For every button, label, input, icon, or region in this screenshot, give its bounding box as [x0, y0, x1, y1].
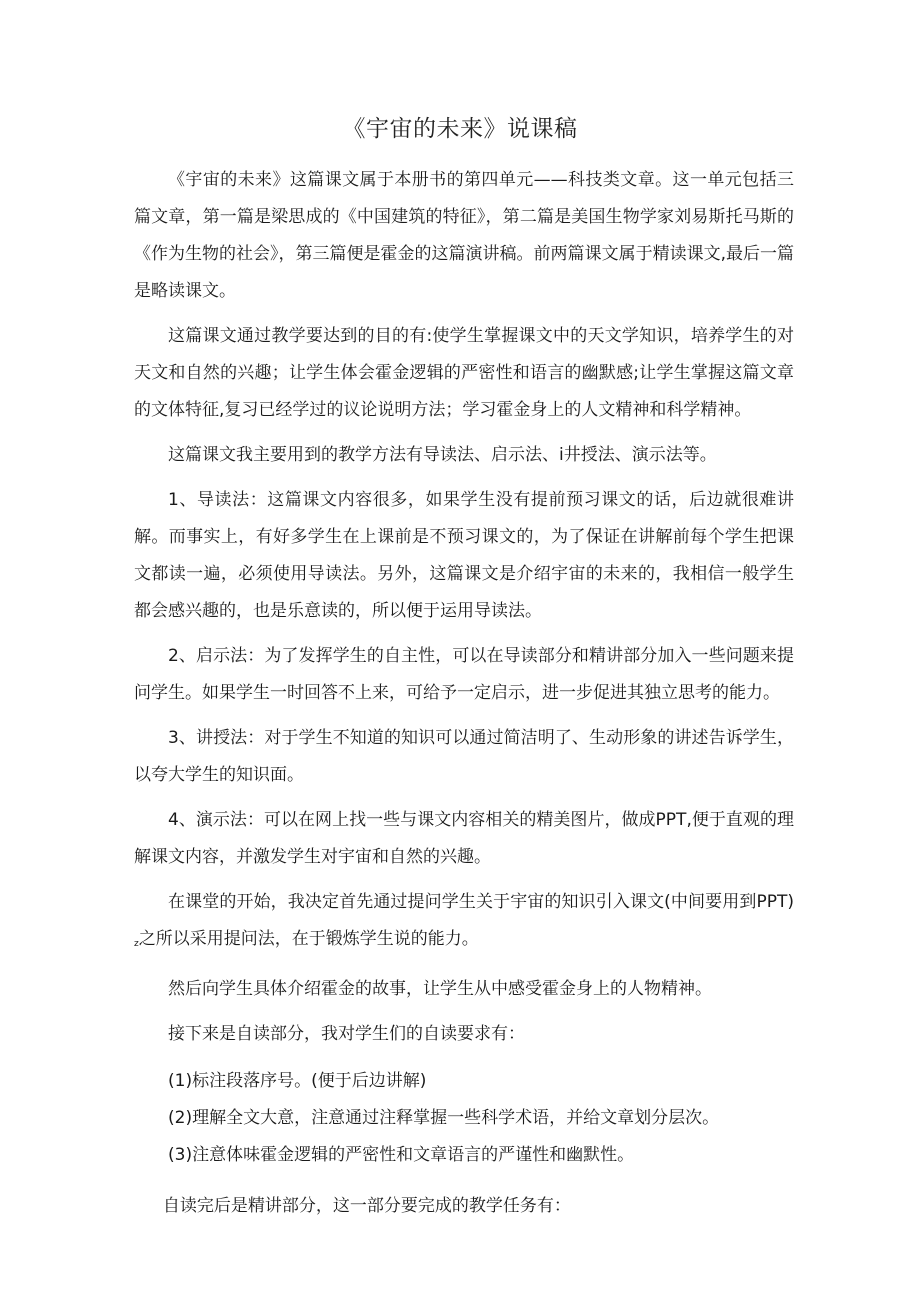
- document-body: [134, 162, 794, 1233]
- self-reading-requirements: [134, 1063, 794, 1174]
- class-opening-subscript: z: [134, 939, 139, 949]
- list-item: (1)标注段落序号。(便于后边讲解): [168, 1071, 427, 1091]
- class-opening-text: 在课堂的开始，我决定首先通过提问学生关于宇宙的知识引入课文(中间要用到PPT): [168, 892, 794, 912]
- paragraph-hawking-story: 然后向学生具体介绍霍金的故事，让学生从中感受霍金身上的人物精神。: [168, 979, 712, 999]
- class-opening-text-rest: 之所以采用提问法，在于锻炼学生说的能力。: [138, 929, 479, 949]
- paragraph-method-demonstration: 4、演示法：可以在网上找一些与课文内容相关的精美图片，做成PPT,便于直观的理解课文内容，并激发学生对宇宙和自然的兴趣。: [134, 810, 794, 867]
- paragraph-method-lecture: 3、讲授法：对于学生不知道的知识可以通过简洁明了、生动形象的讲述告诉学生，以夸大学生的知识面。: [134, 728, 794, 785]
- list-item: (2)理解全文大意，注意通过注释掌握一些科学术语，并给文章划分层次。: [168, 1108, 720, 1128]
- document-title: 《宇宙的未来》说课稿: [342, 116, 578, 142]
- paragraph-unit-intro: 《宇宙的未来》这篇课文属于本册书的第四单元——科技类文章。这一单元包括三篇文章，第一篇是梁思成的《中国建筑的特征》，第二篇是美国生物学家刘易斯托马斯的《作为生物的社会》，第三篇便是霍金的这篇演讲稿。前两篇课文属于精读课文,最后一篇是略读课文。: [134, 170, 794, 301]
- paragraph-intensive-reading: 自读完后是精讲部分，这一部分要完成的教学任务有：: [162, 1196, 571, 1216]
- paragraph-method-guided-reading: 1、导读法：这篇课文内容很多，如果学生没有提前预习课文的话，后边就很难讲解。而事实上，有好多学生在上课前是不预习课文的，为了保证在讲解前每个学生把课文都读一遍，必须使用导读法。另外，这篇课文是介绍宇宙的未来的，我相信一般学生都会感兴趣的，也是乐意读的，所以便于运用导读法。: [134, 490, 794, 621]
- paragraph-class-opening: [134, 884, 794, 963]
- paragraph-teaching-goals: 这篇课文通过教学要达到的目的有:使学生掌握课文中的天文学知识，培养学生的对天文和自然的兴趣；让学生体会霍金逻辑的严密性和语言的幽默感;让学生掌握这篇文章的文体特征,复习已经学过的议论说明方法；学习霍金身上的人文精神和科学精神。: [134, 326, 794, 420]
- paragraph-self-reading-intro: 接下来是自读部分，我对学生们的自读要求有：: [168, 1024, 525, 1044]
- paragraph-method-enlightenment: 2、启示法：为了发挥学生的自主性，可以在导读部分和精讲部分加入一些问题来提问学生。如果学生一时回答不上来，可给予一定启示，进一步促进其独立思考的能力。: [134, 646, 794, 703]
- list-item: (3)注意体味霍金逻辑的严密性和文章语言的严谨性和幽默性。: [168, 1145, 635, 1165]
- paragraph-teaching-methods: 这篇课文我主要用到的教学方法有导读法、启示法、i井授法、演示法等。: [168, 445, 717, 465]
